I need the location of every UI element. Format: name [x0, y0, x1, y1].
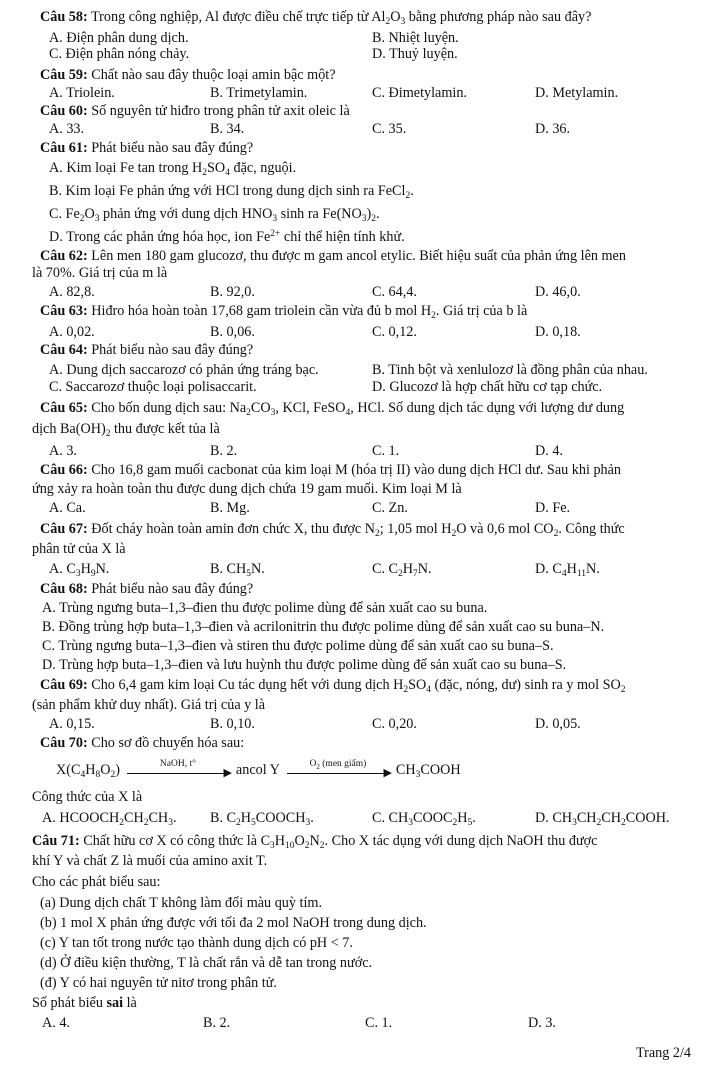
question-59-stem: Câu 59: Chất nào sau đây thuộc loại amin bậc một?	[40, 67, 336, 83]
question-62-stem: Câu 62: Lên men 180 gam glucozơ, thu được m gam ancol etylic. Biết hiệu suất của phản ứng lên men	[40, 248, 626, 264]
q58-option-d: D. Thuỷ luyện.	[372, 46, 458, 62]
q67-option-a: A. $C_3H_9N$.	[49, 561, 110, 579]
q71-statement-d: (d) Ở điều kiện thường, T là chất rắn và dễ tan trong nước.	[40, 955, 373, 971]
q61-option-a: A. Kim loại Fe tan trong $H_2SO_4$ đặc, nguội.	[49, 160, 297, 178]
q71-option-b: B. 2.	[203, 1015, 231, 1031]
q63-option-c: C. 0,12.	[372, 324, 417, 340]
question-69-stem-line2: (sản phẩm khử duy nhất). Giá trị của y là	[32, 697, 266, 713]
q61-option-d: D. Trong các phản ứng hóa học, ion $Fe^{2+}$ chỉ thể hiện tính khử.	[49, 229, 405, 245]
q58-option-b: B. Nhiệt luyện.	[372, 30, 459, 46]
q59-option-a: A. Triolein.	[49, 85, 115, 101]
q68-option-b: B. Đồng trùng hợp buta–1,3–đien và acrilonitrin thu được polime dùng để sản xuất cao su buna–N.	[42, 619, 605, 635]
q65-option-a: A. 3.	[49, 443, 77, 459]
question-60-stem: Câu 60: Số nguyên tử hiđro trong phân tử axit oleic là	[40, 103, 350, 119]
q66-option-d: D. Fe.	[535, 500, 571, 516]
q70-option-d: D. $CH_3CH_2CH_2COOH$.	[535, 810, 670, 828]
q62-option-a: A. 82,8.	[49, 284, 95, 300]
q62-option-b: B. 92,0.	[210, 284, 255, 300]
q69-option-c: C. 0,20.	[372, 716, 417, 732]
q71-statement-c: (c) Y tan tốt trong nước tạo thành dung dịch có pH < 7.	[40, 935, 353, 951]
q60-option-d: D. 36.	[535, 121, 571, 137]
question-69-stem: Câu 69: Cho 6,4 gam kim loại Cu tác dụng hết với dung dịch $H_2SO_4$ (đặc, nóng, dư) sinh ra y mol $SO_2$	[40, 677, 626, 695]
q67-option-c: C. $C_2H_7N$.	[372, 561, 432, 579]
q60-option-a: A. 33.	[49, 121, 85, 137]
q61-option-c: C. $Fe_2O_3$ phản ứng với dung dịch $HNO_3$ sinh ra $Fe(NO_3)_2$.	[49, 206, 380, 224]
q59-option-d: D. Metylamin.	[535, 85, 619, 101]
q71-option-a: A. 4.	[42, 1015, 70, 1031]
q70-option-a: A. $HCOOCH_2CH_2CH_3$.	[42, 810, 177, 828]
reaction-arrow-2: $O_2$ (men giấm) ▶	[283, 762, 393, 779]
question-71-stem: Câu 71: Chất hữu cơ X có công thức là $C_3H_{10}O_2N_2$. Cho X tác dụng với dung dịch NaOH thu được	[32, 833, 598, 851]
q68-option-d: D. Trùng hợp buta–1,3–đien và lưu huỳnh thu được polime dùng để sản xuất cao su buna–S.	[42, 657, 567, 673]
question-65-stem-line2: dịch $Ba(OH)_2$ thu được kết tủa là	[32, 421, 220, 439]
q71-option-c: C. 1.	[365, 1015, 393, 1031]
q60-option-c: C. 35.	[372, 121, 407, 137]
q64-option-a: A. Dung dịch saccarozơ có phản ứng tráng bạc.	[49, 362, 319, 378]
question-67-stem-line2: phân tử của X là	[32, 541, 126, 557]
q69-option-a: A. 0,15.	[49, 716, 95, 732]
q65-option-c: C. 1.	[372, 443, 400, 459]
q67-option-d: D. $C_4H_{11}N$.	[535, 561, 600, 579]
question-71-stem-line2: khí Y và chất Z là muối của amino axit T.	[32, 853, 268, 869]
q58-option-c: C. Điện phân nóng chảy.	[49, 46, 190, 62]
question-70-ask: Công thức của X là	[32, 789, 143, 805]
q69-option-b: B. 0,10.	[210, 716, 255, 732]
q65-option-b: B. 2.	[210, 443, 238, 459]
q61-option-b: B. Kim loại Fe phản ứng với HCl trong dung dịch sinh ra FeCl$_2$.	[49, 183, 414, 201]
q62-option-d: D. 46,0.	[535, 284, 581, 300]
question-66-stem: Câu 66: Cho 16,8 gam muối cacbonat của kim loại M (hóa trị II) vào dung dịch HCl dư. Sau khi phản	[40, 462, 622, 478]
q68-option-a: A. Trùng ngưng buta–1,3–đien thu được polime dùng để sản xuất cao su buna.	[42, 600, 488, 616]
q62-option-c: C. 64,4.	[372, 284, 417, 300]
question-58-stem: Câu 58: Trong công nghiệp, Al được điều chế trực tiếp từ $Al_2O_3$ bằng phương pháp nào sau đây?	[40, 9, 592, 27]
q65-option-d: D. 4.	[535, 443, 563, 459]
question-65-stem: Câu 65: Cho bốn dung dịch sau: $Na_2CO_3$, KCl, FeSO$_4$, HCl. Số dung dịch tác dụng với lượng dư dung	[40, 400, 625, 418]
reaction-arrow-1: NaOH, t° ▶	[123, 762, 233, 779]
q58-option-a: A. Điện phân dung dịch.	[49, 30, 189, 46]
q71-statement-b: (b) 1 mol X phản ứng được với tối đa 2 mol NaOH trong dung dịch.	[40, 915, 427, 931]
q59-option-c: C. Đimetylamin.	[372, 85, 467, 101]
page-number: Trang 2/4	[635, 1045, 691, 1061]
q66-option-a: A. Ca.	[49, 500, 86, 516]
q71-statement-a: (a) Dung dịch chất T không làm đổi màu quỳ tím.	[40, 895, 322, 911]
q71-statement-dd: (đ) Y có hai nguyên tử nitơ trong phân tử.	[40, 975, 277, 991]
question-64-stem: Câu 64: Phát biểu nào sau đây đúng?	[40, 342, 254, 358]
q67-option-b: B. $CH_5N$.	[210, 561, 265, 579]
question-61-stem: Câu 61: Phát biểu nào sau đây đúng?	[40, 140, 254, 156]
question-66-stem-line2: ứng xảy ra hoàn toàn thu được dung dịch chứa 19 gam muối. Kim loại M là	[32, 481, 462, 497]
question-62-stem-line2: là 70%. Giá trị của m là	[32, 265, 168, 281]
conversion-scheme: $X(C_4H_8O_2)$ NaOH, t° ▶ ancol Y $O_2$ (men giấm) ▶ $CH_3COOH$	[56, 759, 461, 780]
q66-option-b: B. Mg.	[210, 500, 250, 516]
q60-option-b: B. 34.	[210, 121, 245, 137]
question-71-ask: Số phát biểu sai là	[32, 995, 137, 1011]
q64-option-c: C. Saccarozơ thuộc loại polisaccarit.	[49, 379, 257, 395]
q63-option-d: D. 0,18.	[535, 324, 581, 340]
q63-option-a: A. 0,02.	[49, 324, 95, 340]
question-63-stem: Câu 63: Hiđro hóa hoàn toàn 17,68 gam triolein cần vừa đủ b mol $H_2$. Giá trị của b là	[40, 303, 528, 321]
question-67-stem: Câu 67: Đốt cháy hoàn toàn amin đơn chức X, thu được $N_2$; 1,05 mol $H_2O$ và 0,6 mol $CO_2$. Công thức	[40, 521, 625, 539]
question-70-stem: Câu 70: Cho sơ đồ chuyển hóa sau:	[40, 735, 245, 751]
q66-option-c: C. Zn.	[372, 500, 408, 516]
q71-option-d: D. 3.	[528, 1015, 556, 1031]
question-68-stem: Câu 68: Phát biểu nào sau đây đúng?	[40, 581, 254, 597]
question-71-intro: Cho các phát biểu sau:	[32, 874, 161, 890]
q69-option-d: D. 0,05.	[535, 716, 581, 732]
q64-option-d: D. Glucozơ là hợp chất hữu cơ tạp chức.	[372, 379, 603, 395]
q70-option-c: C. $CH_3COOC_2H_5$.	[372, 810, 476, 828]
q63-option-b: B. 0,06.	[210, 324, 255, 340]
q59-option-b: B. Trimetylamin.	[210, 85, 308, 101]
q64-option-b: B. Tinh bột và xenlulozơ là đồng phân của nhau.	[372, 362, 648, 378]
q68-option-c: C. Trùng ngưng buta–1,3–đien và stiren thu được polime dùng để sản xuất cao su buna–S.	[42, 638, 554, 654]
q70-option-b: B. $C_2H_5COOCH_3$.	[210, 810, 314, 828]
